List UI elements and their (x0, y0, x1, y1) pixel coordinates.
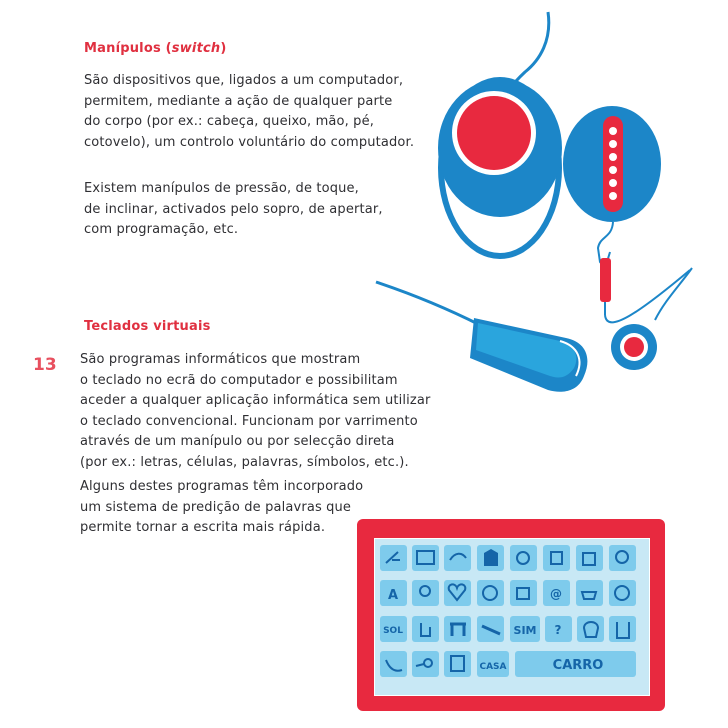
key-question: ? (554, 623, 562, 637)
key-carro: CARRO (552, 658, 604, 673)
text-line: Alguns destes programas têm incorporado (80, 479, 364, 494)
page-number: 13 (33, 355, 57, 375)
keyboard-section-title: Teclados virtuais (84, 319, 211, 334)
text-line: São programas informáticos que mostram (80, 352, 361, 367)
text-line: (por ex.: letras, células, palavras, símbolos, etc.). (80, 454, 409, 470)
key-casa: CASA (479, 662, 507, 672)
text-line: aceder a qualquer aplicação informática sem utilizar (80, 393, 431, 408)
big-switch-icon (438, 12, 562, 259)
switch-title-main: Manípulos ( (84, 41, 172, 56)
oval-switch-icon (563, 106, 690, 322)
wedge-switch-icon (376, 282, 587, 392)
switch-title-italic: switch (171, 41, 221, 56)
key-a: A (387, 588, 399, 603)
key-at: @ (550, 587, 562, 601)
keyboard-row-4 (380, 651, 636, 677)
text-line: com programação, etc. (84, 222, 239, 237)
switch-title-close: ) (220, 41, 227, 56)
text-line: através de um manípulo ou por selecção direta (80, 434, 395, 449)
text-line: um sistema de predição de palavras que (80, 499, 352, 515)
text-line: Existem manípulos de pressão, de toque, (84, 181, 359, 196)
text-line: o teclado convencional. Funcionam por varrimento (80, 413, 418, 429)
text-line: do corpo (por ex.: cabeça, queixo, mão, pé, (84, 114, 375, 129)
text-line: permite tornar a escrita mais rápida. (80, 520, 326, 535)
text-line: permitem, mediante a ação de qualquer parte (84, 93, 393, 109)
virtual-keyboard (357, 519, 665, 711)
key-sol: SOL (383, 626, 403, 636)
text-line: de inclinar, activados pelo sopro, de apertar, (84, 201, 383, 217)
text-line: cotovelo), um controlo voluntário do computador. (84, 134, 415, 150)
text-line: o teclado no ecrã do computador e possibilitam (80, 372, 398, 388)
key-sim: SIM (513, 624, 537, 637)
text-line: São dispositivos que, ligados a um computador, (84, 73, 404, 88)
